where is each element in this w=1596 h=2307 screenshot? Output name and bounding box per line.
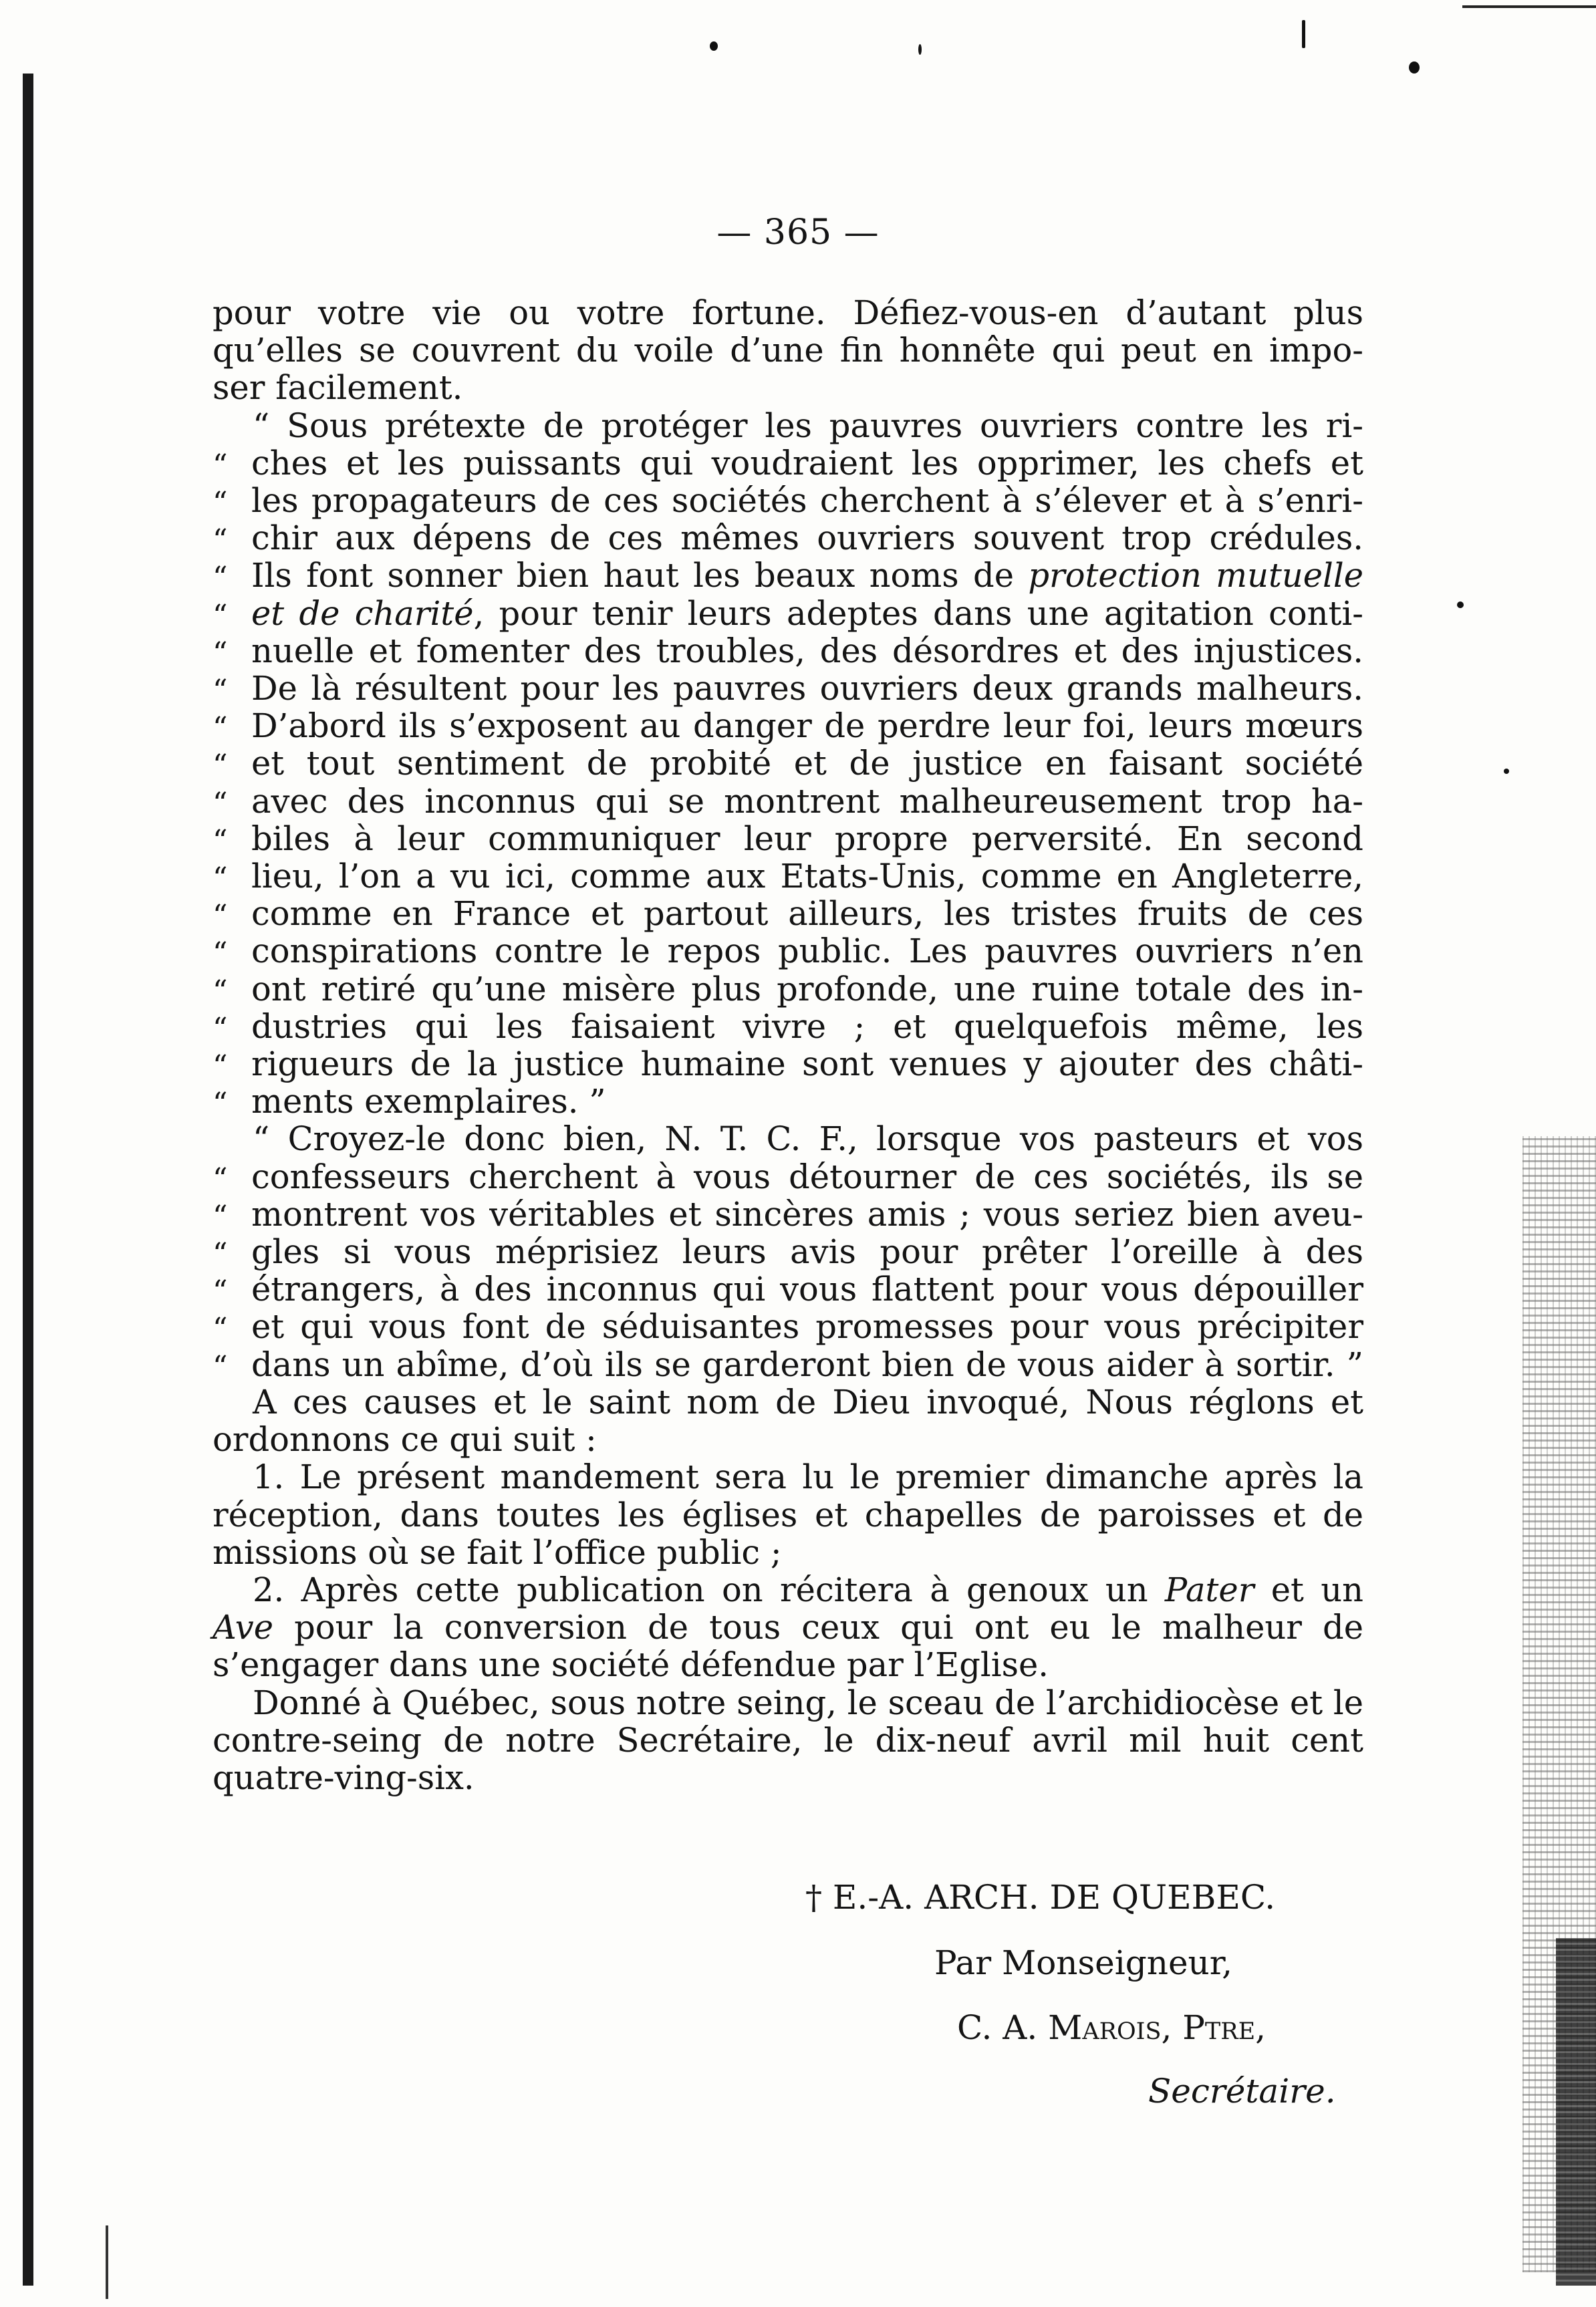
binding-edge	[23, 74, 33, 2286]
scan-speck	[1504, 769, 1509, 774]
text-line: pour votre vie ou votre fortune. Défiez-vous-en d’autant plus	[213, 293, 1363, 332]
text-line: “ Sous prétexte de protéger les pauvres ouvriers contre les ri-	[253, 406, 1363, 445]
text-line: “ Ils font sonner bien haut les beaux noms de protection mutuelle	[213, 557, 1363, 594]
text-line: “ De là résultent pour les pauvres ouvriers deux grands malheurs.	[213, 670, 1363, 707]
text-line: “ D’abord ils s’exposent au danger de perdre leur foi, leurs mœurs	[213, 707, 1363, 744]
secretary-title: Secrétaire.	[1148, 2072, 1336, 2111]
text-line: 1. Le présent mandement sera lu le premier dimanche après la	[253, 1458, 1363, 1497]
text-line: “ ont retiré qu’une misère plus profonde, une ruine totale des in-	[213, 970, 1363, 1008]
text-line: A ces causes et le saint nom de Dieu invoqué, Nous réglons et	[253, 1382, 1363, 1421]
text-line: contre-seing de notre Secrétaire, le dix-neuf avril mil huit cent	[213, 1720, 1363, 1760]
text-line: “ gles si vous méprisiez leurs avis pour prêter l’oreille à des	[213, 1233, 1363, 1270]
text-line: qu’elles se couvrent du voile d’une fin honnête qui peut en impo-	[213, 331, 1363, 370]
secretary-name: C. A. Marois, Ptre,	[957, 2008, 1267, 2047]
text-line: “ Croyez-le donc bien, N. T. C. F., lorsque vos pasteurs et vos	[253, 1119, 1363, 1159]
binding-edge-lower	[106, 2225, 108, 2299]
text-line: “ rigueurs de la justice humaine sont venues y ajouter des châti-	[213, 1045, 1363, 1083]
scan-artifact-rule	[1462, 5, 1596, 8]
text-line: “ et de charité, pour tenir leurs adeptes dans une agitation conti-	[213, 595, 1363, 632]
text-line: “ ments exemplaires. ”	[213, 1083, 1363, 1120]
text-line: “ nuelle et fomenter des troubles, des désordres et des injustices.	[213, 632, 1363, 670]
scan-edge-dark	[1556, 1938, 1596, 2286]
text-line: “ avec des inconnus qui se montrent malheureusement trop ha-	[213, 783, 1363, 820]
body-text	[213, 294, 1363, 1796]
text-line: quatre-ving-six.	[213, 1758, 475, 1797]
text-line: ser facilement.	[213, 368, 463, 408]
text-line: “ comme en France et partout ailleurs, les tristes fruits de ces	[213, 895, 1363, 932]
text-line: “ montrent vos véritables et sincères amis ; vous seriez bien aveu-	[213, 1196, 1363, 1233]
text-line: “ confesseurs cherchent à vous détourner de ces sociétés, ils se	[213, 1158, 1363, 1196]
text-line: “ chir aux dépens de ces mêmes ouvriers souvent trop crédules.	[213, 519, 1363, 557]
text-line: “ les propagateurs de ces sociétés cherchent à s’élever et à s’enri-	[213, 482, 1363, 519]
text-line: Donné à Québec, sous notre seing, le sceau de l’archidiocèse et le	[253, 1683, 1363, 1722]
text-line: 2. Après cette publication on récitera à genoux un Pater et un	[253, 1570, 1363, 1609]
by-order-line: Par Monseigneur,	[934, 1943, 1233, 1982]
text-line: “ et qui vous font de séduisantes promesses pour vous précipiter	[213, 1308, 1363, 1345]
text-line: ordonnons ce qui suit :	[213, 1420, 597, 1460]
scan-speck	[710, 41, 718, 51]
text-line: “ lieu, l’on a vu ici, comme aux Etats-Unis, comme en Angleterre,	[213, 857, 1363, 895]
text-line: “ conspirations contre le repos public. Les pauvres ouvriers n’en	[213, 932, 1363, 970]
scan-speck	[1457, 601, 1464, 608]
page-number: — 365 —	[716, 213, 880, 253]
text-line: “ étrangers, à des inconnus qui vous flattent pour vous dépouiller	[213, 1270, 1363, 1308]
text-line: Ave pour la conversion de tous ceux qui ont eu le malheur de	[213, 1608, 1363, 1647]
text-line: missions où se fait l’office public ;	[213, 1532, 782, 1572]
text-line: “ dans un abîme, d’où ils se garderont bien de vous aider à sortir. ”	[213, 1346, 1363, 1383]
archbishop-signature: † E.-A. ARCH. DE QUEBEC.	[805, 1878, 1276, 1917]
scan-speck	[1302, 20, 1305, 48]
text-line: “ et tout sentiment de probité et de justice en faisant société	[213, 744, 1363, 782]
text-line: “ dustries qui les faisaient vivre ; et quelquefois même, les	[213, 1008, 1363, 1045]
scan-speck	[1409, 61, 1420, 74]
text-line: “ biles à leur communiquer leur propre perversité. En second	[213, 820, 1363, 857]
scan-speck	[918, 44, 922, 55]
text-line: “ ches et les puissants qui voudraient les opprimer, les chefs et	[213, 444, 1363, 482]
text-line: s’engager dans une société défendue par l’Eglise.	[213, 1645, 1049, 1685]
text-line: réception, dans toutes les églises et chapelles de paroisses et de	[213, 1495, 1363, 1534]
